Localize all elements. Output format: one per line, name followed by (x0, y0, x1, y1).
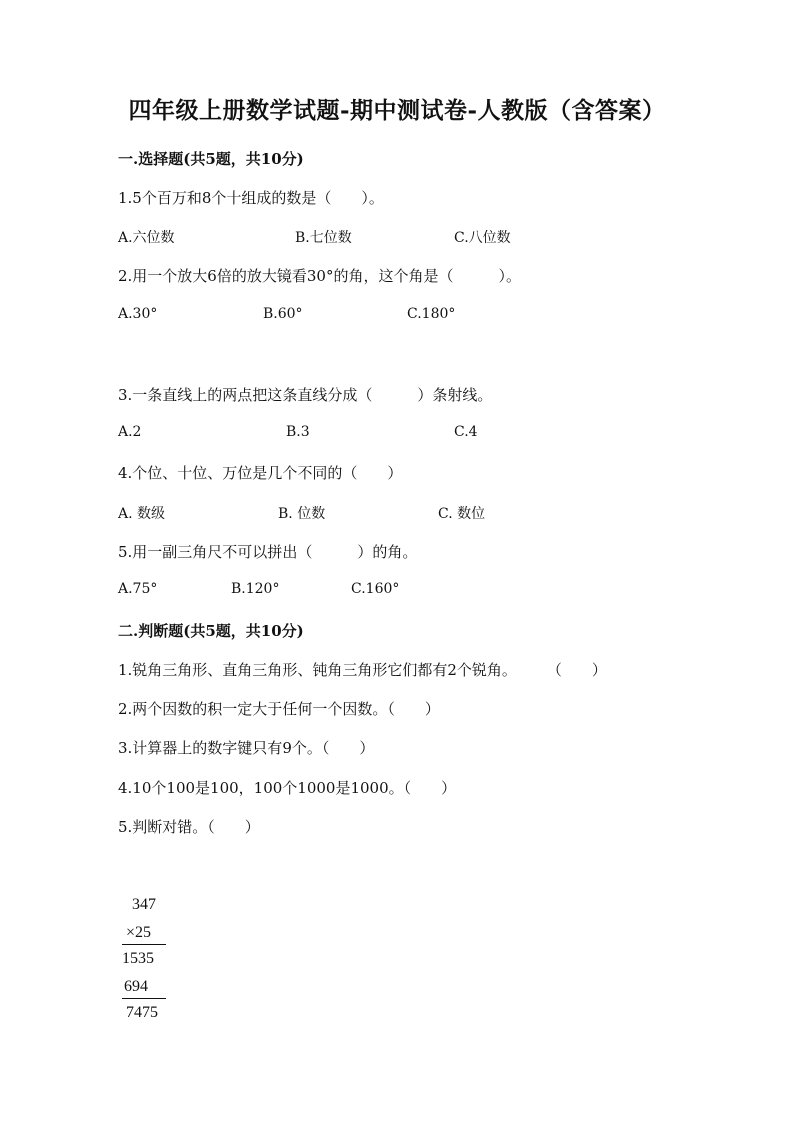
option-c: C. 数位 (438, 506, 486, 522)
product-result: 7475 (126, 1004, 158, 1021)
multiplier: ×25 (126, 924, 152, 941)
page-title: 四年级上册数学试题-期中测试卷-人教版（含答案） (128, 97, 666, 124)
option-a: A.75° (118, 581, 158, 597)
option-c: C.4 (454, 424, 478, 440)
option-b: B.120° (231, 581, 280, 597)
choice-question-5: 5.用一副三角尺不可以拼出（ ）的角。 (118, 543, 418, 561)
option-c: C.160° (351, 581, 400, 597)
vertical-multiplication (118, 892, 188, 1032)
option-a: A.30° (118, 306, 158, 322)
choice-options-3 (118, 424, 678, 444)
judge-question-1: 1.锐角三角形、直角三角形、钝角三角形它们都有2个锐角。 （ ） (118, 661, 607, 679)
choice-question-4: 4.个位、十位、万位是几个不同的（ ） (118, 464, 403, 482)
choice-question-1: 1.5个百万和8个十组成的数是（ ）。 (118, 189, 384, 207)
judge-question-5: 5.判断对错。（ ） (118, 818, 260, 836)
option-a: A.2 (118, 424, 142, 440)
judge-question-3: 3.计算器上的数字键只有9个。（ ） (118, 739, 375, 757)
option-b: B.七位数 (295, 230, 352, 246)
choice-options-2 (118, 306, 678, 326)
choice-options-1 (118, 227, 678, 247)
option-b: B. 位数 (278, 506, 326, 522)
choice-question-3: 3.一条直线上的两点把这条直线分成（ ）条射线。 (118, 386, 493, 404)
partial-product-2: 694 (124, 978, 148, 995)
judge-question-4: 4.10个100是100，100个1000是1000。（ ） (118, 779, 457, 797)
choice-options-5 (118, 581, 678, 601)
rule-line (122, 998, 166, 999)
multiplicand: 347 (132, 896, 156, 913)
partial-product-1: 1535 (122, 950, 154, 967)
option-c: C.180° (407, 306, 456, 322)
choice-options-4 (118, 503, 678, 523)
option-a: A. 数级 (118, 506, 166, 522)
rule-line (122, 944, 166, 945)
option-a: A.六位数 (118, 230, 175, 246)
choice-question-2: 2.用一个放大6倍的放大镜看30°的角，这个角是（ ）。 (118, 267, 521, 285)
judge-question-2: 2.两个因数的积一定大于任何一个因数。（ ） (118, 700, 440, 718)
option-c: C.八位数 (454, 230, 511, 246)
section-heading-choice: 一.选择题(共5题，共10分) (118, 150, 304, 168)
section-heading-judge: 二.判断题(共5题，共10分) (118, 622, 304, 640)
option-b: B.60° (263, 306, 303, 322)
option-b: B.3 (286, 424, 310, 440)
